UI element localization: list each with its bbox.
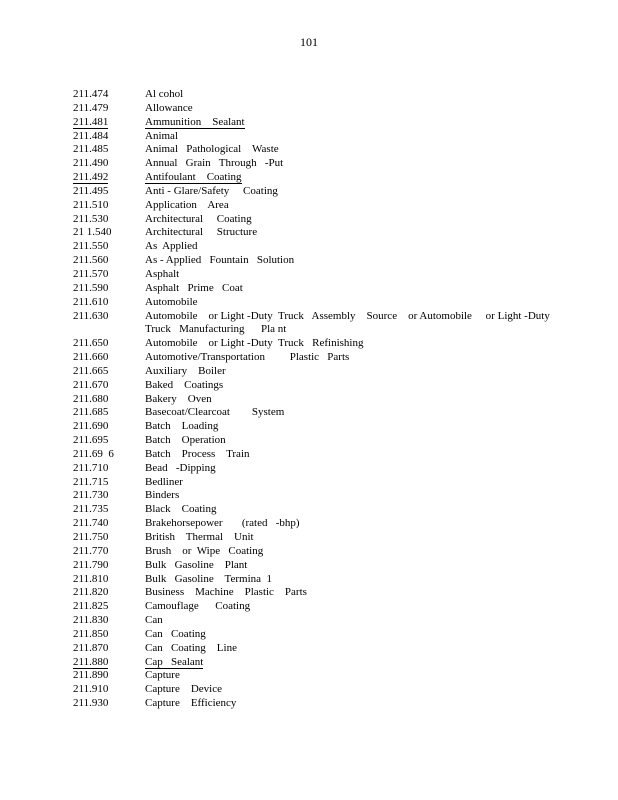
defined-term-text: Batch Process Train <box>145 447 250 460</box>
section-number <box>73 254 145 268</box>
list-item <box>73 683 553 697</box>
section-number <box>73 503 145 517</box>
section-number-text: 211.810 <box>73 572 109 585</box>
section-number-text: 211.530 <box>73 212 109 225</box>
section-number-text: 21 1.540 <box>73 226 112 239</box>
section-number <box>73 296 145 310</box>
defined-term <box>145 88 553 102</box>
defined-term-text: Brakehorsepower (rated -bhp) <box>145 517 300 530</box>
section-number-text: 211.730 <box>73 489 109 502</box>
defined-term <box>145 213 553 227</box>
defined-term <box>145 614 553 628</box>
section-number-text: 211.825 <box>73 600 109 613</box>
list-item <box>73 282 553 296</box>
defined-term-text: Can Coating Line <box>145 641 237 654</box>
defined-term <box>145 683 553 697</box>
section-number-text: 211.890 <box>73 669 109 682</box>
list-item <box>73 531 553 545</box>
section-number <box>73 199 145 213</box>
defined-term <box>145 600 553 614</box>
defined-term-text: Anti - Glare/Safety Coating <box>145 184 278 197</box>
defined-term-text: Antifoulant Coating <box>145 171 242 184</box>
defined-term <box>145 642 553 656</box>
defined-term-text: Automobile or Light -Duty Truck Refinishing <box>145 337 364 350</box>
section-number <box>73 268 145 282</box>
defined-term-text: As Applied <box>145 240 198 253</box>
section-number-text: 211.630 <box>73 309 109 322</box>
section-number-text: 211.474 <box>73 88 109 100</box>
defined-term-text: Ammunition Sealant <box>145 115 245 128</box>
list-item <box>73 586 553 600</box>
section-number-text: 211.740 <box>73 517 109 530</box>
list-item <box>73 503 553 517</box>
section-number-text: 211.880 <box>73 655 109 668</box>
defined-term <box>145 434 553 448</box>
defined-term-text: Batch Loading <box>145 420 219 433</box>
defined-term <box>145 586 553 600</box>
section-number-text: 211.490 <box>73 157 109 170</box>
section-number <box>73 614 145 628</box>
defined-term <box>145 503 553 517</box>
list-item <box>73 116 553 130</box>
defined-term-text: Binders <box>145 489 180 502</box>
section-number-text: 211.715 <box>73 475 109 488</box>
defined-term <box>145 185 553 199</box>
section-number <box>73 642 145 656</box>
section-number-text: 211.790 <box>73 558 109 571</box>
list-item <box>73 669 553 683</box>
section-number-text: 211.820 <box>73 586 109 599</box>
defined-term <box>145 296 553 310</box>
defined-term-text: Can <box>145 614 163 627</box>
list-item <box>73 406 553 420</box>
list-item <box>73 517 553 531</box>
section-number-text: 211.670 <box>73 378 109 391</box>
list-item <box>73 365 553 379</box>
defined-term <box>145 697 553 711</box>
section-number <box>73 171 145 185</box>
defined-term-text: Capture <box>145 669 180 682</box>
defined-term <box>145 199 553 213</box>
list-item <box>73 697 553 711</box>
defined-term-text: Capture Efficiency <box>145 697 237 710</box>
section-number-text: 211.750 <box>73 531 109 543</box>
defined-term <box>145 489 553 503</box>
defined-term <box>145 628 553 642</box>
section-number-text: 211.485 <box>73 143 109 156</box>
section-number-text: 211.690 <box>73 420 109 433</box>
list-item <box>73 434 553 448</box>
list-item <box>73 600 553 614</box>
section-number <box>73 683 145 697</box>
defined-term-text: Allowance <box>145 101 193 114</box>
section-number-text: 211.610 <box>73 295 109 308</box>
list-item <box>73 628 553 642</box>
section-number-text: 211.570 <box>73 267 109 280</box>
list-item <box>73 420 553 434</box>
defined-term <box>145 157 553 171</box>
section-number <box>73 351 145 365</box>
defined-term <box>145 102 553 116</box>
list-item <box>73 171 553 185</box>
defined-term <box>145 171 553 185</box>
section-number <box>73 573 145 587</box>
defined-term-text: Architectural Structure <box>145 226 258 239</box>
defined-term <box>145 130 553 144</box>
section-number-text: 211.770 <box>73 544 109 557</box>
defined-term-text: Auxiliary Boiler <box>145 364 226 377</box>
definitions-list <box>73 88 553 711</box>
section-number-text: 211.69 6 <box>73 447 114 460</box>
defined-term <box>145 282 553 296</box>
section-number-text: 211.870 <box>73 641 109 654</box>
section-number <box>73 185 145 199</box>
defined-term <box>145 310 553 338</box>
list-item <box>73 310 553 338</box>
defined-term <box>145 656 553 670</box>
section-number <box>73 379 145 393</box>
section-number-text: 211.484 <box>73 129 109 142</box>
list-item <box>73 199 553 213</box>
defined-term-text: Application Area <box>145 198 229 211</box>
defined-term-text: Asphalt Prime Coat <box>145 281 243 294</box>
section-number <box>73 489 145 503</box>
defined-term-text: Bakery Oven <box>145 392 212 405</box>
list-item <box>73 351 553 365</box>
list-item <box>73 462 553 476</box>
defined-term-text: Annual Grain Through -Put <box>145 157 284 170</box>
section-number-text: 211.650 <box>73 337 109 350</box>
defined-term-text: Baked Coatings <box>145 378 224 391</box>
section-number-text: 211.830 <box>73 614 109 627</box>
list-item <box>73 296 553 310</box>
section-number-text: 211.660 <box>73 351 109 364</box>
defined-term-text: Automobile <box>145 295 198 308</box>
list-item <box>73 489 553 503</box>
list-item <box>73 393 553 407</box>
list-item <box>73 226 553 240</box>
section-number-text: 211.910 <box>73 683 109 696</box>
list-item <box>73 379 553 393</box>
defined-term-text: Can Coating <box>145 627 206 640</box>
defined-term-text: Automobile or Light -Duty Truck Assembly Source or Automobile or Light -Duty Truck Manufacturing Pla nt <box>145 309 550 336</box>
defined-term-text: Black Coating <box>145 503 217 516</box>
defined-term-text: Automotive/Transportation Plastic Parts <box>145 351 350 364</box>
section-number <box>73 420 145 434</box>
section-number <box>73 213 145 227</box>
section-number <box>73 600 145 614</box>
section-number <box>73 337 145 351</box>
section-number <box>73 365 145 379</box>
defined-term-text: Cap Sealant <box>145 655 204 668</box>
section-number <box>73 669 145 683</box>
list-item <box>73 268 553 282</box>
defined-term <box>145 337 553 351</box>
defined-term <box>145 143 553 157</box>
list-item <box>73 559 553 573</box>
section-number <box>73 406 145 420</box>
defined-term-text: Capture Device <box>145 683 222 696</box>
defined-term <box>145 116 553 130</box>
page-number: 101 <box>300 35 318 49</box>
defined-term-text: Bedliner <box>145 475 183 488</box>
defined-term-text: Animal <box>145 129 178 142</box>
defined-term <box>145 573 553 587</box>
list-item <box>73 656 553 670</box>
section-number-text: 211.560 <box>73 254 109 267</box>
section-number-text: 211.850 <box>73 627 109 640</box>
defined-term-text: Bulk Gasoline Plant <box>145 558 248 571</box>
defined-term <box>145 545 553 559</box>
defined-term <box>145 254 553 268</box>
list-item <box>73 102 553 116</box>
defined-term <box>145 365 553 379</box>
section-number <box>73 462 145 476</box>
list-item <box>73 448 553 462</box>
list-item <box>73 254 553 268</box>
section-number-text: 211.680 <box>73 392 109 405</box>
section-number <box>73 116 145 130</box>
defined-term-text: Asphalt <box>145 267 180 280</box>
section-number <box>73 226 145 240</box>
defined-term-text: Brush or Wipe Coating <box>145 544 264 557</box>
section-number-text: 211.492 <box>73 171 109 184</box>
defined-term <box>145 531 553 545</box>
defined-term <box>145 226 553 240</box>
defined-term <box>145 240 553 254</box>
defined-term <box>145 393 553 407</box>
section-number-text: 211.495 <box>73 184 109 197</box>
section-number <box>73 448 145 462</box>
section-number-text: 211.665 <box>73 364 109 377</box>
list-item <box>73 476 553 490</box>
defined-term <box>145 517 553 531</box>
defined-term-text: Bulk Gasoline Termina 1 <box>145 572 273 585</box>
section-number <box>73 476 145 490</box>
section-number-text: 211.695 <box>73 434 109 447</box>
defined-term <box>145 476 553 490</box>
section-number <box>73 88 145 102</box>
defined-term-text: As - Applied Fountain Solution <box>145 254 295 267</box>
defined-term-text: Batch Operation <box>145 434 226 447</box>
section-number-text: 211.481 <box>73 115 109 128</box>
list-item <box>73 143 553 157</box>
defined-term <box>145 448 553 462</box>
defined-term-text: Animal Pathological Waste <box>145 143 279 156</box>
defined-term <box>145 669 553 683</box>
section-number <box>73 240 145 254</box>
section-number <box>73 393 145 407</box>
section-number <box>73 310 145 338</box>
section-number <box>73 102 145 116</box>
list-item <box>73 614 553 628</box>
defined-term-text: Al cohol <box>145 88 184 100</box>
defined-term <box>145 379 553 393</box>
section-number-text: 211.590 <box>73 281 109 294</box>
list-item <box>73 545 553 559</box>
section-number-text: 211.930 <box>73 697 109 710</box>
list-item <box>73 573 553 587</box>
section-number <box>73 586 145 600</box>
section-number-text: 211.550 <box>73 240 109 253</box>
defined-term <box>145 351 553 365</box>
section-number <box>73 545 145 559</box>
section-number <box>73 628 145 642</box>
defined-term-text: Camouflage Coating <box>145 600 251 613</box>
section-number <box>73 517 145 531</box>
section-number <box>73 157 145 171</box>
defined-term-text: British Thermal Unit <box>145 531 254 543</box>
defined-term-text: Business Machine Plastic Parts <box>145 586 307 599</box>
list-item <box>73 130 553 144</box>
list-item <box>73 213 553 227</box>
defined-term-text: Bead -Dipping <box>145 461 216 474</box>
section-number-text: 211.685 <box>73 406 109 419</box>
defined-term <box>145 420 553 434</box>
list-item <box>73 240 553 254</box>
list-item <box>73 88 553 102</box>
section-number-text: 211.735 <box>73 503 109 516</box>
defined-term <box>145 462 553 476</box>
defined-term <box>145 559 553 573</box>
section-number <box>73 697 145 711</box>
list-item <box>73 185 553 199</box>
section-number <box>73 656 145 670</box>
defined-term-text: Architectural Coating <box>145 212 252 225</box>
list-item <box>73 157 553 171</box>
section-number <box>73 282 145 296</box>
section-number <box>73 559 145 573</box>
section-number <box>73 434 145 448</box>
defined-term <box>145 406 553 420</box>
section-number <box>73 130 145 144</box>
defined-term-text: Basecoat/Clearcoat System <box>145 406 285 419</box>
section-number-text: 211.510 <box>73 198 109 211</box>
section-number-text: 211.479 <box>73 101 109 114</box>
defined-term <box>145 268 553 282</box>
section-number-text: 211.710 <box>73 461 109 474</box>
list-item <box>73 642 553 656</box>
section-number <box>73 143 145 157</box>
list-item <box>73 337 553 351</box>
section-number <box>73 531 145 545</box>
